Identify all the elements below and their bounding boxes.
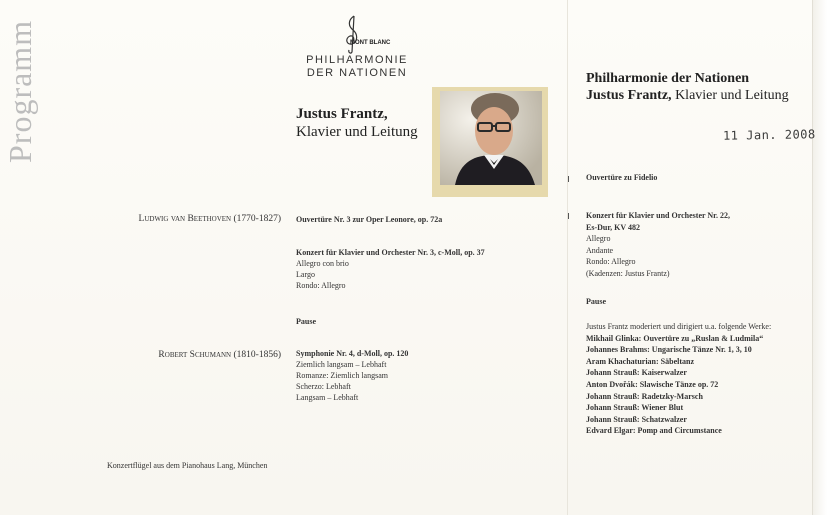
work-title: Symphonie Nr. 4, d-Moll, op. 120 [296,349,409,358]
movement: Rondo: Allegro [296,281,346,290]
movement: Rondo: Allegro [586,257,636,267]
movement: Allegro con brio [296,259,349,268]
portrait-image [440,91,542,185]
composer-dates: (1810-1856) [233,350,281,360]
movement: Scherzo: Lebhaft [296,382,351,391]
work-piano-concerto-22 [586,210,730,280]
footer-note: Konzertflügel aus dem Pianohaus Lang, München [107,461,268,470]
right-performer-role: Klavier und Leitung [671,88,789,103]
encore-item: Johannes Brahms: Ungarische Tänze Nr. 1, 3, 10 [586,345,752,355]
fold-mark [568,213,569,219]
composer-beethoven [139,214,281,224]
movement: (Kadenzen: Justus Frantz) [586,268,670,278]
treble-clef-icon [340,14,364,54]
work-leonore [296,214,442,225]
work-title: Ouvertüre zu Fidelio [586,173,658,182]
work-title: Pause [586,297,606,306]
page-edge [812,0,827,515]
work-title: Konzert für Klavier und Orchester Nr. 22, [586,211,730,220]
right-intermission [586,296,606,308]
encore-item: Edvard Elgar: Pomp and Circumstance [586,426,722,436]
performer-photo [432,87,548,197]
movement: Allegro [586,234,611,244]
composer-name: Ludwig van Beethoven [138,214,232,224]
logo-line-1: PHILHARMONIE [306,54,408,66]
work-title: Pause [296,317,316,326]
composer-schumann [158,350,281,360]
work-symphony-4 [296,348,408,403]
intermission [296,316,316,327]
vertical-title: Programm [2,19,38,163]
fold-mark [568,176,569,182]
encore-item: Johann Strauß: Wiener Blut [586,403,684,413]
encore-item: Johann Strauß: Radetzky-Marsch [586,391,703,401]
encore-item: Johann Strauß: Kaiserwalzer [586,368,687,378]
composer-dates: (1770-1827) [233,214,281,224]
encore-item: Mikhail Glinka: Ouvertüre zu „Ruslan & Ludmila“ [586,333,764,343]
encore-item: Anton Dvořák: Slawische Tänze op. 72 [586,379,719,389]
fold-line [567,0,568,515]
right-subtitle [586,88,789,104]
work-piano-concerto-3 [296,247,485,291]
encore-intro: Justus Frantz moderiert und dirigiert u.a. folgende Werke: [586,322,772,331]
work-title: Ouvertüre Nr. 3 zur Oper Leonore, op. 72a [296,215,443,224]
movement: Romanze: Ziemlich langsam [296,371,388,380]
philharmonie-logo [298,16,416,80]
brand-label: MONT BLANC [350,40,391,46]
performer-name: Justus Frantz, [296,106,388,122]
encore-item: Aram Khachaturian: Säbeltanz [586,356,694,366]
right-title: Philharmonie der Nationen [586,71,750,86]
work-title: Es-Dur, KV 482 [586,222,641,232]
right-performer-name: Justus Frantz, [586,88,672,103]
composer-name: Robert Schumann [158,350,232,360]
movement: Langsam – Lebhaft [296,393,359,402]
movement: Largo [296,270,315,279]
encore-list [586,321,771,437]
performer-role: Klavier und Leitung [296,124,418,140]
movement: Ziemlich langsam – Lebhaft [296,360,387,369]
logo-line-2: DER NATIONEN [306,67,408,79]
date-stamp: 11 Jan. 2008 [722,127,816,143]
work-fidelio [586,172,657,184]
work-title: Konzert für Klavier und Orchester Nr. 3, c-Moll, op. 37 [296,248,485,257]
movement: Andante [586,245,614,255]
encore-item: Johann Strauß: Schatzwalzer [586,414,687,424]
